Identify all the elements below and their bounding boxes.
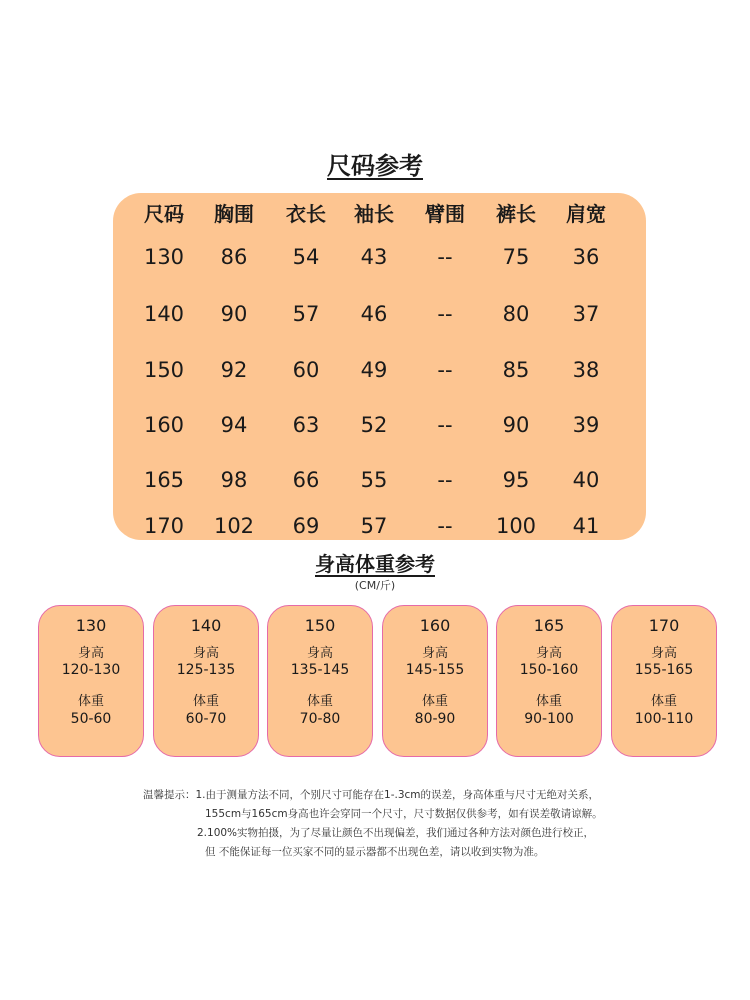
pants-cell: 75: [502, 245, 530, 269]
chest-cell: 102: [213, 514, 255, 538]
arm-cell: --: [437, 302, 453, 326]
size-card: [153, 605, 259, 757]
size-chart-row: [113, 355, 646, 385]
weight-label: 体重: [77, 694, 104, 709]
sleeve-cell: 55: [360, 468, 388, 492]
height-value: 150-160: [519, 662, 579, 678]
height-value: 145-155: [405, 662, 465, 678]
shoulder-cell: 40: [572, 468, 600, 492]
size-card: [611, 605, 717, 757]
size-card: [267, 605, 373, 757]
size-cell: 150: [143, 358, 185, 382]
shoulder-cell: 39: [572, 413, 600, 437]
arm-cell: --: [437, 514, 453, 538]
size-chart-row: [113, 242, 646, 272]
weight-label: 体重: [421, 694, 448, 709]
sleeve-cell: 52: [360, 413, 388, 437]
size-chart-table: [113, 193, 646, 540]
chest-cell: 94: [220, 413, 248, 437]
size-chart-row: [113, 299, 646, 329]
chest-cell: 98: [220, 468, 248, 492]
weight-value: 80-90: [414, 711, 456, 727]
pants-cell: 90: [502, 413, 530, 437]
weight-label: 体重: [192, 694, 219, 709]
sleeve-cell: 49: [360, 358, 388, 382]
arm-cell: --: [437, 468, 453, 492]
card-size: 170: [648, 616, 680, 635]
height-label: 身高: [77, 646, 104, 661]
length-cell: 69: [292, 514, 320, 538]
card-size: 150: [304, 616, 336, 635]
chest-cell: 92: [220, 358, 248, 382]
header-cell: 裤长: [496, 202, 536, 226]
sleeve-cell: 46: [360, 302, 388, 326]
height-value: 125-135: [176, 662, 236, 678]
pants-cell: 100: [495, 514, 537, 538]
card-size: 160: [419, 616, 451, 635]
height-label: 身高: [421, 646, 448, 661]
card-size: 165: [533, 616, 565, 635]
pants-cell: 85: [502, 358, 530, 382]
length-cell: 57: [292, 302, 320, 326]
sleeve-cell: 43: [360, 245, 388, 269]
shoulder-cell: 37: [572, 302, 600, 326]
height-value: 155-165: [634, 662, 694, 678]
size-cell: 160: [143, 413, 185, 437]
size-card: [382, 605, 488, 757]
height-label: 身高: [650, 646, 677, 661]
weight-value: 70-80: [299, 711, 341, 727]
height-label: 身高: [535, 646, 562, 661]
arm-cell: --: [437, 245, 453, 269]
card-size: 140: [190, 616, 222, 635]
card-size: 130: [75, 616, 107, 635]
size-chart-title: 尺码参考: [327, 152, 423, 180]
header-cell: 臂围: [425, 202, 465, 226]
note-line: 温馨提示：1.由于测量方法不同，个别尺寸可能存在1-.3cm的误差，身高体重与尺寸无绝对关系，: [143, 789, 600, 801]
height-weight-title: 身高体重参考: [315, 552, 435, 576]
sleeve-cell: 57: [360, 514, 388, 538]
shoulder-cell: 36: [572, 245, 600, 269]
weight-label: 体重: [535, 694, 562, 709]
size-cell: 130: [143, 245, 185, 269]
shoulder-cell: 41: [572, 514, 600, 538]
size-chart-header-row: [113, 199, 646, 229]
weight-value: 100-110: [634, 711, 694, 727]
weight-value: 50-60: [70, 711, 112, 727]
size-chart-row: [113, 410, 646, 440]
header-cell: 衣长: [286, 202, 326, 226]
chest-cell: 90: [220, 302, 248, 326]
header-cell: 尺码: [144, 202, 184, 226]
unit-label: (CM/斤): [354, 579, 396, 592]
length-cell: 66: [292, 468, 320, 492]
arm-cell: --: [437, 413, 453, 437]
header-cell: 肩宽: [566, 202, 606, 226]
notes-block: [143, 786, 743, 862]
weight-label: 体重: [306, 694, 333, 709]
weight-value: 90-100: [524, 711, 574, 727]
weight-value: 60-70: [185, 711, 227, 727]
height-value: 120-130: [61, 662, 121, 678]
size-card: [496, 605, 602, 757]
note-line: 155cm与165cm身高也许会穿同一个尺寸，尺寸数据仅供参考，如有误差敬请谅解。: [205, 808, 603, 820]
length-cell: 60: [292, 358, 320, 382]
size-card: [38, 605, 144, 757]
pants-cell: 80: [502, 302, 530, 326]
size-cell: 165: [143, 468, 185, 492]
size-chart-row: [113, 465, 646, 495]
header-cell: 胸围: [214, 202, 254, 226]
length-cell: 54: [292, 245, 320, 269]
height-label: 身高: [192, 646, 219, 661]
note-line: 2.100%实物拍摄，为了尽量让颜色不出现偏差，我们通过各种方法对颜色进行校正，: [197, 827, 595, 839]
pants-cell: 95: [502, 468, 530, 492]
shoulder-cell: 38: [572, 358, 600, 382]
length-cell: 63: [292, 413, 320, 437]
height-label: 身高: [306, 646, 333, 661]
weight-label: 体重: [650, 694, 677, 709]
size-cell: 170: [143, 514, 185, 538]
height-value: 135-145: [290, 662, 350, 678]
size-cell: 140: [143, 302, 185, 326]
size-chart-row: [113, 511, 646, 541]
arm-cell: --: [437, 358, 453, 382]
chest-cell: 86: [220, 245, 248, 269]
note-line: 但 不能保证每一位买家不同的显示器都不出现色差，请以收到实物为准。: [205, 846, 545, 858]
header-cell: 袖长: [354, 202, 394, 226]
